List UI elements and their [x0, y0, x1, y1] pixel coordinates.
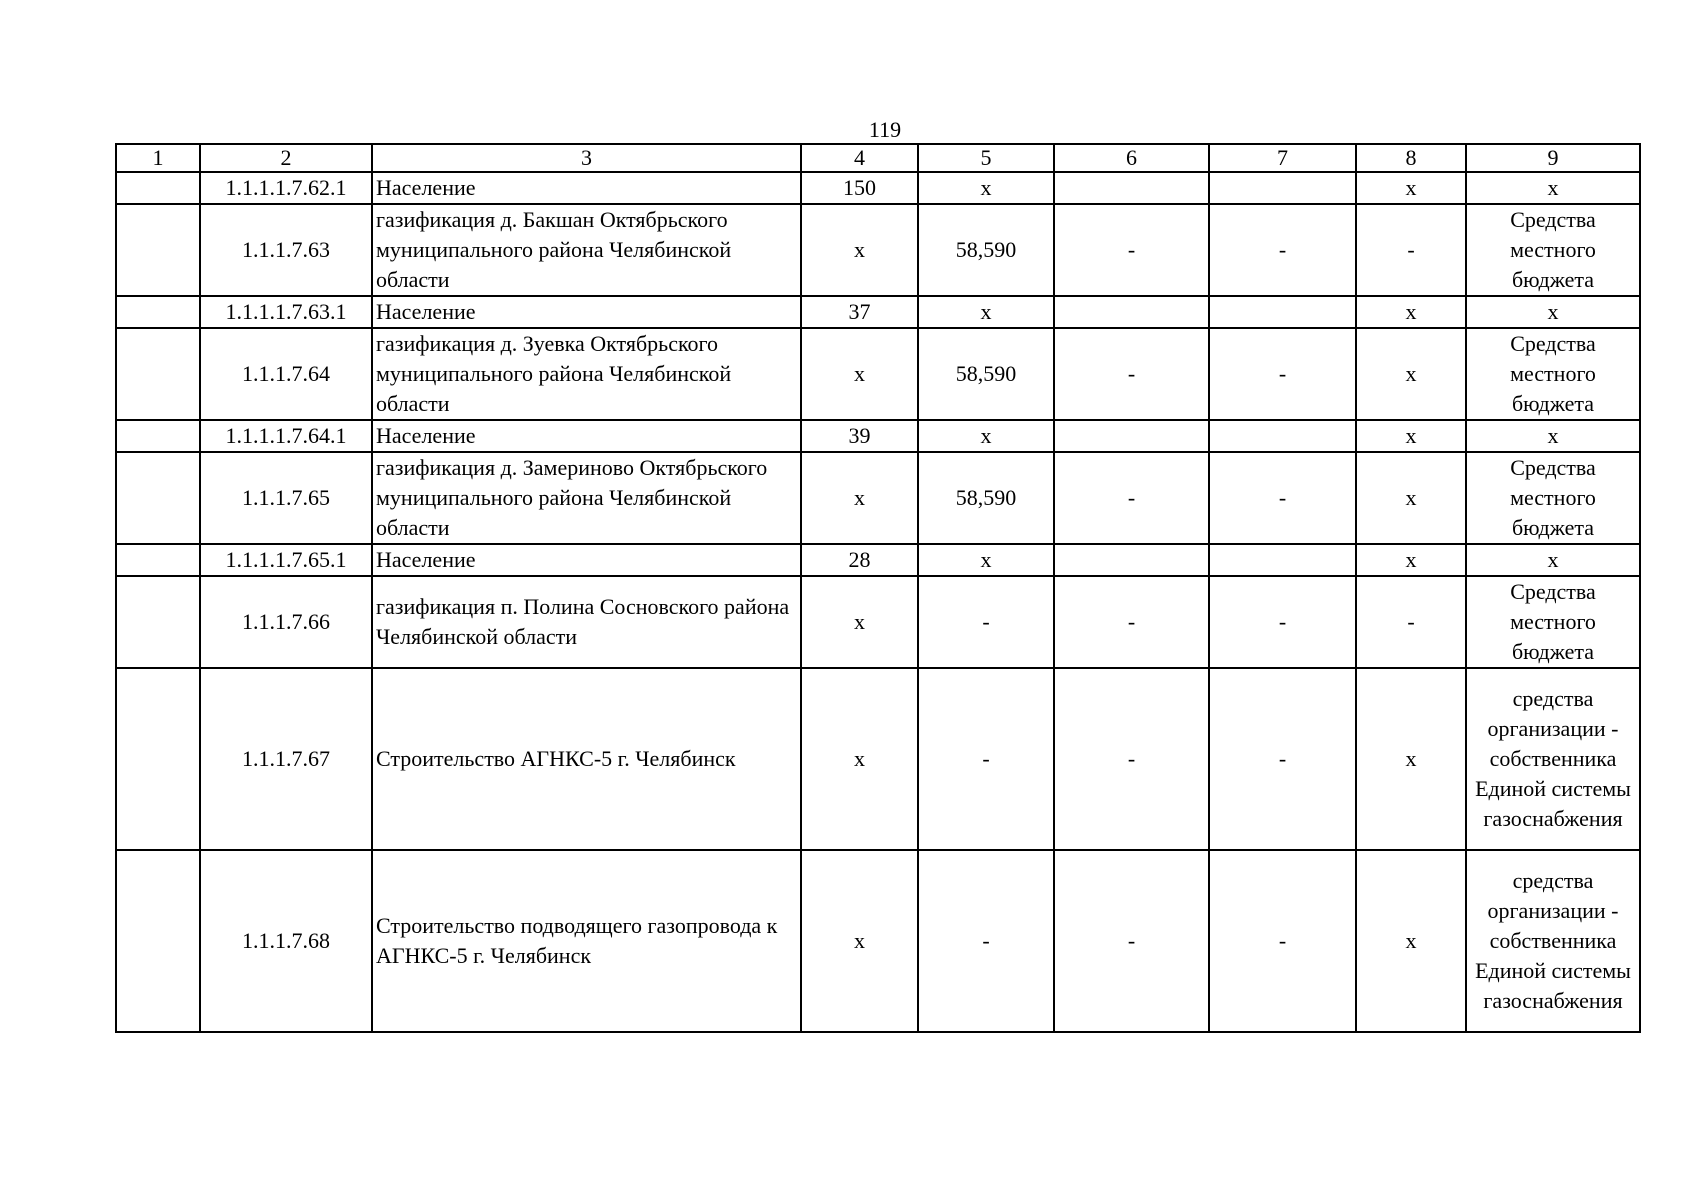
col-1-cell [116, 172, 200, 204]
header-cell: 7 [1209, 144, 1356, 172]
col-4-cell: 150 [801, 172, 918, 204]
table-row [116, 668, 1640, 850]
col-5-cell: x [918, 296, 1054, 328]
col-7-cell [1209, 420, 1356, 452]
col-1-cell [116, 296, 200, 328]
col-7-cell [1209, 296, 1356, 328]
col-8-cell: x [1356, 850, 1466, 1032]
col-7-cell: - [1209, 204, 1356, 296]
col-7-cell: - [1209, 328, 1356, 420]
col-7-cell [1209, 172, 1356, 204]
col-6-cell [1054, 420, 1209, 452]
col-6-cell: - [1054, 204, 1209, 296]
col-7-cell [1209, 544, 1356, 576]
header-cell: 5 [918, 144, 1054, 172]
code-cell: 1.1.1.7.64 [200, 328, 372, 420]
code-cell: 1.1.1.7.63 [200, 204, 372, 296]
name-cell: Строительство АГНКС-5 г. Челябинск [372, 668, 801, 850]
name-cell: Население [372, 420, 801, 452]
col-4-cell: 39 [801, 420, 918, 452]
col-5-cell: - [918, 668, 1054, 850]
col-8-cell: x [1356, 172, 1466, 204]
col-1-cell [116, 204, 200, 296]
col-6-cell: - [1054, 328, 1209, 420]
header-cell: 1 [116, 144, 200, 172]
table-row [116, 420, 1640, 452]
name-cell: Население [372, 172, 801, 204]
table-row [116, 204, 1640, 296]
header-cell: 8 [1356, 144, 1466, 172]
funding-source-cell: x [1466, 544, 1640, 576]
col-5-cell: - [918, 850, 1054, 1032]
col-4-cell: 37 [801, 296, 918, 328]
table-row [116, 850, 1640, 1032]
col-7-cell: - [1209, 576, 1356, 668]
code-cell: 1.1.1.7.66 [200, 576, 372, 668]
col-6-cell [1054, 172, 1209, 204]
funding-source-cell: x [1466, 172, 1640, 204]
name-cell: газификация д. Бакшан Октябрьского муниципального района Челябинской области [372, 204, 801, 296]
table-row [116, 328, 1640, 420]
code-cell: 1.1.1.1.7.62.1 [200, 172, 372, 204]
col-1-cell [116, 576, 200, 668]
name-cell: Население [372, 544, 801, 576]
col-5-cell: 58,590 [918, 452, 1054, 544]
col-8-cell: x [1356, 296, 1466, 328]
table-header-row [116, 144, 1640, 172]
col-6-cell: - [1054, 668, 1209, 850]
col-4-cell: x [801, 328, 918, 420]
header-cell: 4 [801, 144, 918, 172]
col-5-cell: 58,590 [918, 328, 1054, 420]
col-8-cell: x [1356, 328, 1466, 420]
header-cell: 2 [200, 144, 372, 172]
funding-source-cell: Средства местного бюджета [1466, 452, 1640, 544]
name-cell: газификация д. Замериново Октябрьского муниципального района Челябинской области [372, 452, 801, 544]
col-6-cell [1054, 296, 1209, 328]
col-6-cell: - [1054, 850, 1209, 1032]
col-8-cell: x [1356, 668, 1466, 850]
funding-source-cell: средства организации - собственника Единой системы газоснабжения [1466, 668, 1640, 850]
col-8-cell: x [1356, 544, 1466, 576]
funding-source-cell: x [1466, 296, 1640, 328]
col-6-cell: - [1054, 576, 1209, 668]
code-cell: 1.1.1.7.67 [200, 668, 372, 850]
funding-source-cell: средства организации - собственника Единой системы газоснабжения [1466, 850, 1640, 1032]
code-cell: 1.1.1.1.7.64.1 [200, 420, 372, 452]
col-1-cell [116, 452, 200, 544]
col-4-cell: x [801, 850, 918, 1032]
table-row [116, 452, 1640, 544]
col-5-cell: x [918, 544, 1054, 576]
col-8-cell: - [1356, 576, 1466, 668]
funding-source-cell: Средства местного бюджета [1466, 328, 1640, 420]
funding-source-cell: Средства местного бюджета [1466, 576, 1640, 668]
table-row [116, 296, 1640, 328]
code-cell: 1.1.1.1.7.65.1 [200, 544, 372, 576]
col-8-cell: x [1356, 420, 1466, 452]
table-row [116, 576, 1640, 668]
col-1-cell [116, 420, 200, 452]
col-1-cell [116, 544, 200, 576]
col-4-cell: x [801, 204, 918, 296]
col-1-cell [116, 850, 200, 1032]
col-5-cell: - [918, 576, 1054, 668]
col-8-cell: - [1356, 204, 1466, 296]
col-1-cell [116, 668, 200, 850]
name-cell: газификация д. Зуевка Октябрьского муниципального района Челябинской области [372, 328, 801, 420]
code-cell: 1.1.1.7.65 [200, 452, 372, 544]
col-4-cell: x [801, 452, 918, 544]
table-row [116, 544, 1640, 576]
header-cell: 6 [1054, 144, 1209, 172]
name-cell: Население [372, 296, 801, 328]
col-4-cell: x [801, 668, 918, 850]
funding-source-cell: x [1466, 420, 1640, 452]
col-1-cell [116, 328, 200, 420]
code-cell: 1.1.1.7.68 [200, 850, 372, 1032]
col-5-cell: x [918, 172, 1054, 204]
col-6-cell [1054, 544, 1209, 576]
table-row [116, 172, 1640, 204]
name-cell: газификация п. Полина Сосновского района Челябинской области [372, 576, 801, 668]
col-5-cell: 58,590 [918, 204, 1054, 296]
col-8-cell: x [1356, 452, 1466, 544]
table-body [116, 144, 1640, 1032]
col-7-cell: - [1209, 452, 1356, 544]
funding-source-cell: Средства местного бюджета [1466, 204, 1640, 296]
data-table [115, 143, 1641, 1033]
page-number: 119 [868, 117, 902, 142]
header-cell: 3 [372, 144, 801, 172]
col-7-cell: - [1209, 850, 1356, 1032]
code-cell: 1.1.1.1.7.63.1 [200, 296, 372, 328]
col-4-cell: x [801, 576, 918, 668]
col-7-cell: - [1209, 668, 1356, 850]
name-cell: Строительство подводящего газопровода к АГНКС-5 г. Челябинск [372, 850, 801, 1032]
col-5-cell: x [918, 420, 1054, 452]
col-6-cell: - [1054, 452, 1209, 544]
col-4-cell: 28 [801, 544, 918, 576]
header-cell: 9 [1466, 144, 1640, 172]
